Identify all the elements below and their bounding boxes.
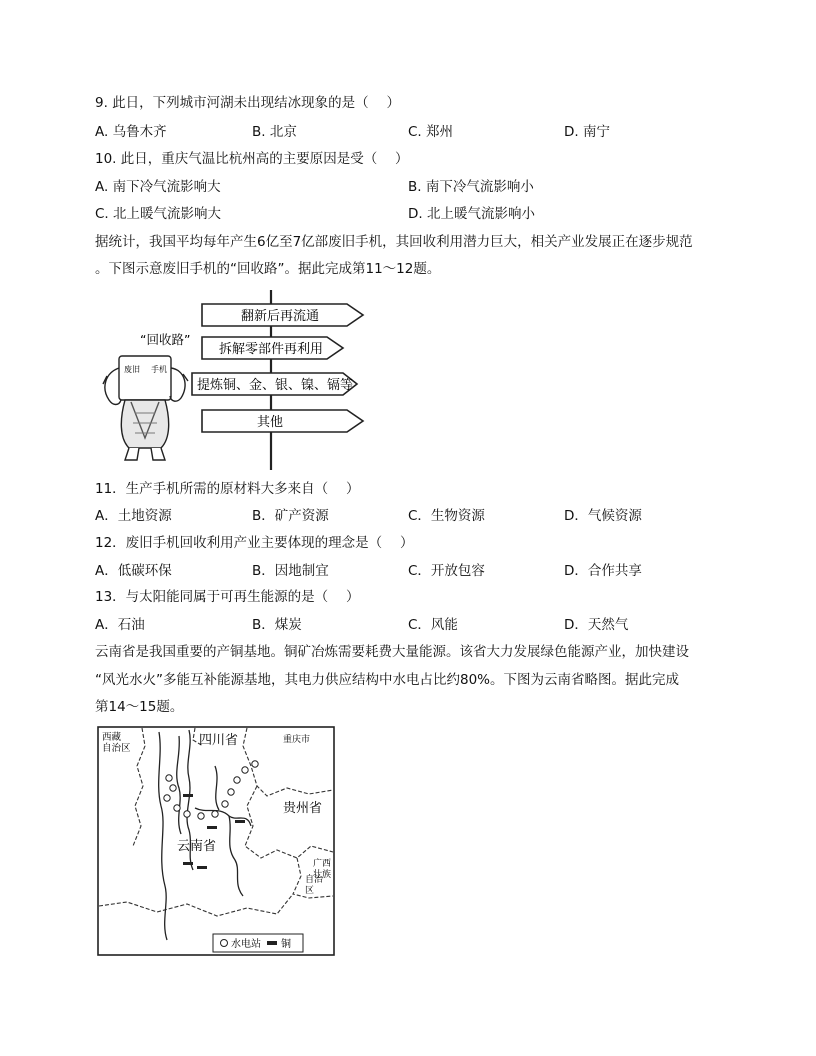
- q13-option-b: B．煤炭: [252, 617, 302, 633]
- label-chongqing: 重庆市: [283, 735, 311, 745]
- legend-copper: 铜: [281, 939, 291, 950]
- sign-refine-metals: 提炼铜、金、银、镍、镉等: [196, 378, 354, 393]
- q9-stem: 9. 此日，下列城市河湖未出现结冰现象的是（ ）: [95, 95, 400, 111]
- q10-option-d: D. 北上暖气流影响小: [408, 206, 535, 222]
- label-guangxi-4: 区: [305, 886, 315, 896]
- q12-option-c: C．开放包容: [408, 563, 485, 579]
- passage1-line2: 。下图示意废旧手机的“回收路”。据此完成第11～12题。: [95, 261, 441, 277]
- q11-option-d: D．气候资源: [564, 508, 642, 524]
- legend-hydro: 水电站: [231, 939, 261, 950]
- label-yunnan: 云南省: [177, 839, 217, 854]
- label-xizang-1: 西藏: [102, 732, 122, 743]
- q10-option-c: C. 北上暖气流影响大: [95, 206, 222, 222]
- sign-disassemble: 拆解零部件再利用: [218, 342, 324, 357]
- label-guangxi-3: 自治: [305, 875, 324, 885]
- q9-option-b: B. 北京: [252, 124, 297, 140]
- q10-option-b: B. 南下冷气流影响小: [408, 179, 534, 195]
- label-guangxi-2: 壮族: [313, 870, 332, 880]
- label-xizang-2: 自治区: [102, 743, 131, 754]
- phone-character-illustration: [103, 356, 188, 460]
- passage2-line2: “风光水火”多能互补能源基地，其电力供应结构中水电占比约80%。下图为云南省略图。据此完成: [95, 672, 679, 688]
- passage1-line1: 据统计，我国平均每年产生6亿至7亿部废旧手机，其回收利用潜力巨大，相关产业发展正在逐步规范: [95, 234, 693, 250]
- q12-stem: 12．废旧手机回收利用产业主要体现的理念是（ ）: [95, 535, 414, 551]
- passage2-line3: 第14～15题。: [95, 699, 184, 715]
- label-guizhou: 贵州省: [283, 801, 323, 816]
- sign-refurbish: 翻新后再流通: [240, 309, 320, 324]
- hydro-station-icon: [221, 940, 228, 947]
- q9-option-c: C. 郑州: [408, 124, 454, 140]
- q10-option-a: A. 南下冷气流影响大: [95, 179, 221, 195]
- figure-title: “回收路”: [140, 332, 191, 347]
- q12-option-a: A．低碳环保: [95, 563, 172, 579]
- phone-label-right: 手机: [151, 365, 167, 374]
- q13-option-d: D．天然气: [564, 617, 629, 633]
- q12-option-b: B．因地制宜: [252, 563, 329, 579]
- recycling-road-figure: [95, 288, 370, 470]
- q9-option-a: A. 乌鲁木齐: [95, 124, 167, 140]
- copper-icon: [267, 941, 277, 945]
- sign-other: 其他: [256, 415, 284, 430]
- passage2-line1: 云南省是我国重要的产铜基地。铜矿冶炼需要耗费大量能源。该省大力发展绿色能源产业，加快建设: [95, 644, 689, 660]
- q9-option-d: D. 南宁: [564, 124, 610, 140]
- q10-stem: 10. 此日，重庆气温比杭州高的主要原因是受（ ）: [95, 151, 409, 167]
- label-guangxi-1: 广西: [313, 859, 332, 869]
- q11-option-c: C．生物资源: [408, 508, 485, 524]
- yunnan-map: [97, 726, 335, 956]
- phone-label-left: 废旧: [124, 365, 140, 374]
- label-sichuan: 四川省: [199, 733, 239, 748]
- q13-option-c: C．风能: [408, 617, 458, 633]
- q11-stem: 11．生产手机所需的原材料大多来自（ ）: [95, 481, 360, 497]
- q13-stem: 13．与太阳能同属于可再生能源的是（ ）: [95, 589, 360, 605]
- q12-option-d: D．合作共享: [564, 563, 642, 579]
- q11-option-a: A．土地资源: [95, 508, 172, 524]
- q13-option-a: A．石油: [95, 617, 145, 633]
- q11-option-b: B．矿产资源: [252, 508, 329, 524]
